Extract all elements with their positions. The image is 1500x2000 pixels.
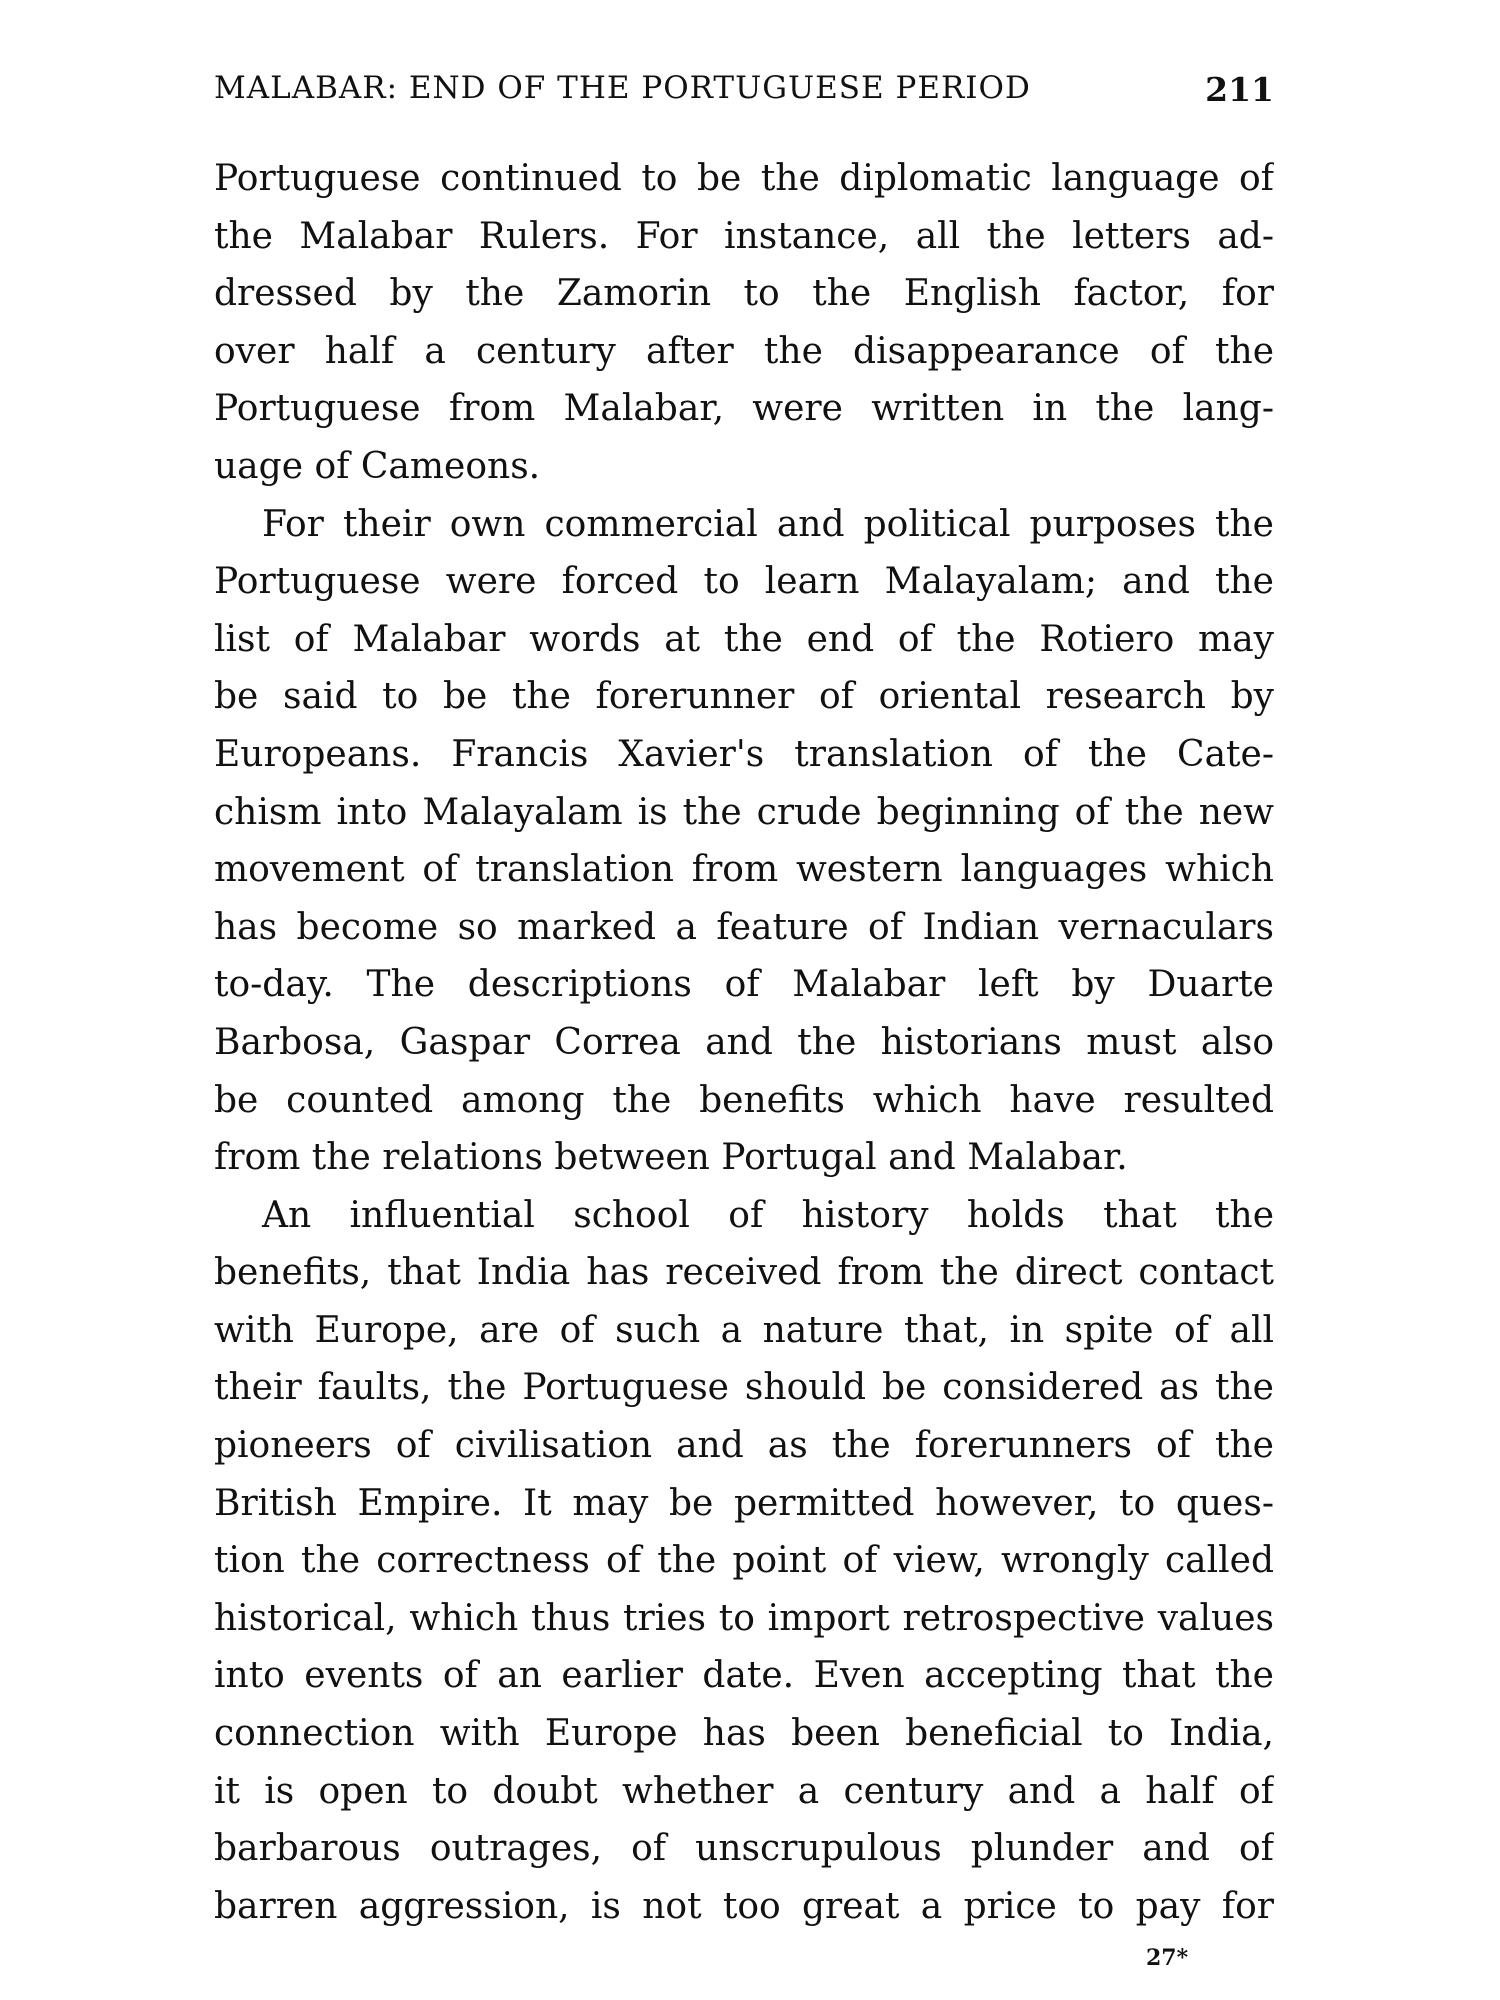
text-line: from the relations between Portugal and Malabar. bbox=[214, 1137, 1128, 1179]
text-line: Europeans. Francis Xavier's translation of the Cate- bbox=[214, 733, 1274, 775]
text-line: chism into Malayalam is the crude beginning of the new bbox=[214, 791, 1274, 833]
text-line: dressed by the Zamorin to the English factor, for bbox=[214, 273, 1274, 315]
text-line: to-day. The descriptions of Malabar left by Duarte bbox=[214, 964, 1274, 1006]
text-line: Portuguese from Malabar, were written in the lang- bbox=[214, 388, 1274, 430]
signature-mark: 27* bbox=[1146, 1945, 1189, 1971]
text-line: barbarous outrages, of unscrupulous plunder and of bbox=[214, 1828, 1274, 1870]
text-line: pioneers of civilisation and as the forerunners of the bbox=[214, 1425, 1274, 1467]
text-line: it is open to doubt whether a century and a half of bbox=[214, 1770, 1274, 1812]
body-text bbox=[214, 150, 1274, 1935]
page-number: 211 bbox=[1205, 70, 1274, 109]
text-line: barren aggression, is not too great a price to pay for bbox=[214, 1885, 1274, 1927]
text-line: connection with Europe has been beneficial to India, bbox=[214, 1713, 1274, 1755]
running-head bbox=[214, 70, 1274, 120]
text-line: their faults, the Portuguese should be considered as the bbox=[214, 1367, 1274, 1409]
text-line: Portuguese were forced to learn Malayalam; and the bbox=[214, 561, 1274, 603]
text-line: has become so marked a feature of Indian vernaculars bbox=[214, 906, 1274, 948]
text-line: An influential school of history holds that the bbox=[262, 1194, 1274, 1236]
text-line: Barbosa, Gaspar Correa and the historians must also bbox=[214, 1021, 1274, 1063]
text-line: be counted among the benefits which have resulted bbox=[214, 1079, 1274, 1121]
text-line: movement of translation from western languages which bbox=[214, 849, 1274, 891]
text-line: list of Malabar words at the end of the Rotiero may bbox=[214, 618, 1274, 660]
text-line: historical, which thus tries to import retrospective values bbox=[214, 1597, 1274, 1639]
text-line: benefits, that India has received from the direct contact bbox=[214, 1252, 1274, 1294]
text-line: Portuguese continued to be the diplomatic language of bbox=[214, 158, 1274, 199]
text-line: be said to be the forerunner of oriental research by bbox=[214, 676, 1274, 718]
text-line: uage of Cameons. bbox=[214, 445, 541, 487]
running-title: MALABAR: END OF THE PORTUGUESE PERIOD bbox=[214, 70, 1031, 106]
text-line: into events of an earlier date. Even accepting that the bbox=[214, 1655, 1274, 1697]
text-line: the Malabar Rulers. For instance, all the letters ad- bbox=[214, 215, 1274, 257]
text-line: over half a century after the disappearance of the bbox=[214, 330, 1274, 372]
text-line: For their own commercial and political purposes the bbox=[262, 503, 1274, 545]
text-line: with Europe, are of such a nature that, in spite of all bbox=[214, 1309, 1274, 1351]
text-line: tion the correctness of the point of view, wrongly called bbox=[214, 1540, 1274, 1582]
text-line: British Empire. It may be permitted however, to ques- bbox=[214, 1482, 1274, 1524]
